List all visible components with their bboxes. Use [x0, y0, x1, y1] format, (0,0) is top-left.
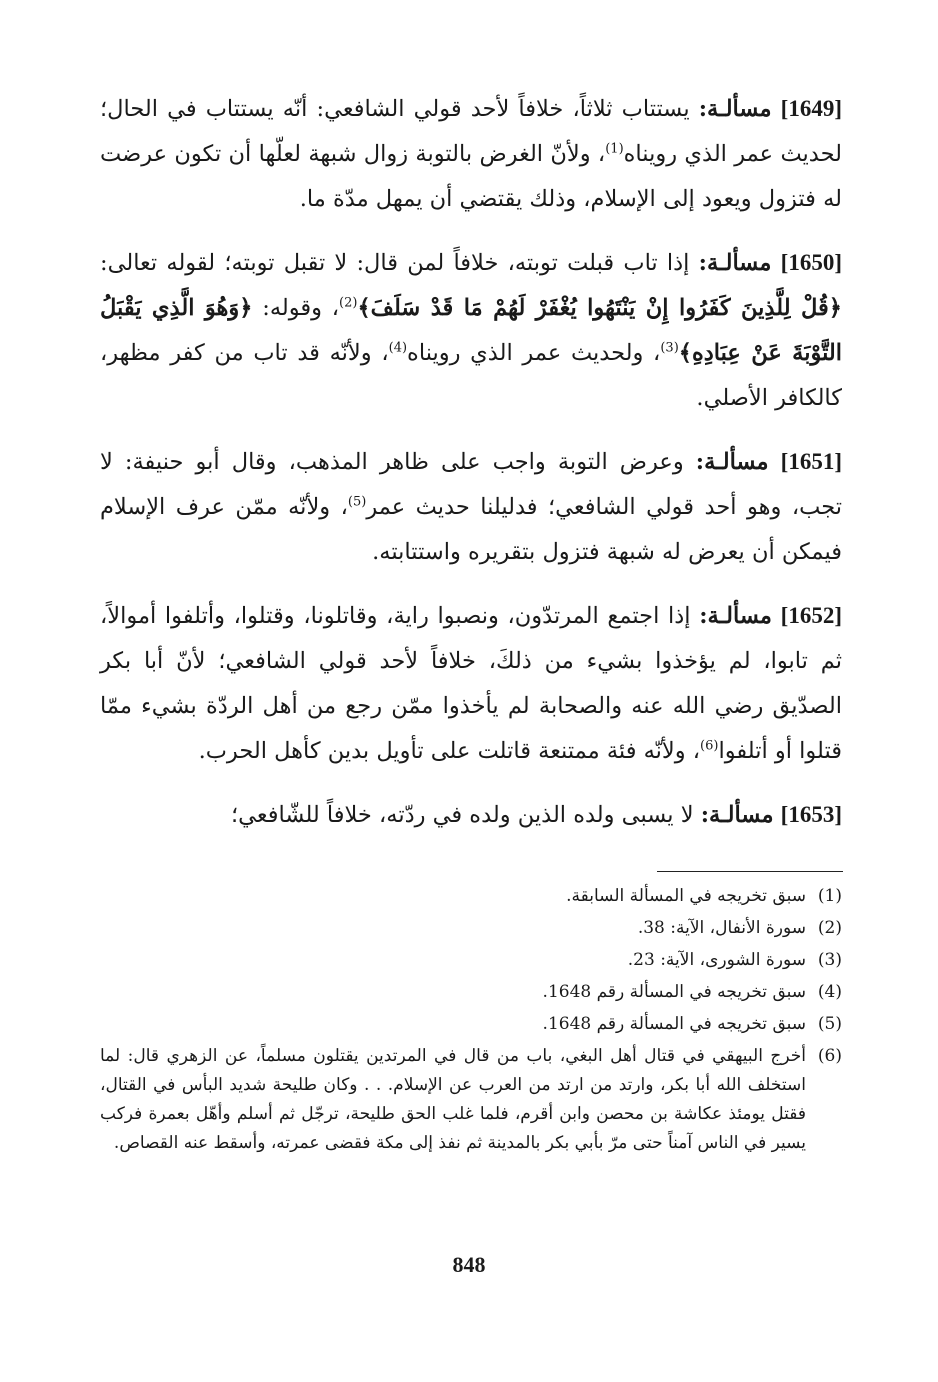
issue-text: ، ولأنّه ممّن عرف الإسلام فيمكن أن يعرض له شبهة فتزول بتقريره واستتابته.: [100, 494, 842, 565]
issue-text: ، ولحديث عمر الذي رويناه: [407, 340, 661, 366]
issue-1651: [100, 439, 842, 575]
footnotes: [100, 880, 842, 1158]
issue-number: [1653]: [780, 802, 842, 827]
footnote-number: (2): [817, 918, 842, 938]
issue-text: ، ولأنّه قد تاب من كفر مظهر، كالكافر الأصلي.: [100, 340, 842, 411]
footnote-ref: (4): [388, 340, 408, 356]
footnote-text: سبق تخريجه في المسألة رقم 1648.: [542, 1014, 806, 1034]
footnote-ref: (1): [605, 141, 624, 157]
footnote-number: (4): [817, 982, 842, 1002]
issue-keyword: مسألـة:: [695, 449, 769, 475]
footnote-text: سورة الأنفال، الآية: 38.: [637, 918, 806, 938]
footnote-item: [100, 912, 842, 944]
issue-keyword: مسألـة:: [700, 802, 774, 828]
footnote-item: [100, 1040, 842, 1158]
quran-verse: ﴿قُلْ لِلَّذِينَ كَفَرُوا إِنْ يَنْتَهُوا يُغْفَرْ لَهُمْ مَا قَدْ سَلَفَ﴾: [357, 295, 842, 321]
issue-number: [1651]: [780, 449, 843, 474]
issue-text: يستتاب ثلاثاً، خلافاً لأحد قولي الشافعي: أنّه يستتاب في الحال؛ لحديث عمر الذي رويناه: [100, 96, 842, 167]
footnote-ref: (2): [339, 295, 358, 311]
footnote-item: [100, 976, 842, 1008]
footnote-item: [100, 944, 842, 976]
footnote-text: أخرج البيهقي في قتال أهل البغي، باب من قال في المرتدين يقتلون مسلماً، عن الزهري قال: لما استخلف الله أبا بكر، وارتد من ارتد من العرب عن الإسلام. . . وكان طليحة شديد البأس في القتال، فقتل يومئذ عكاشة بن محصن وابن أقرم، فلما غلب الحق طليحة، ترجّل ثم أسلم وأهّل بعمرة فركب يسير في الناس آمناً حتى مرّ بأبي بكر بالمدينة ثم نفذ إلى مكة فقضى عمرته، وأسقط عنه القصاص.: [100, 1046, 806, 1153]
footnote-number: (6): [817, 1046, 842, 1066]
issue-number: [1650]: [780, 250, 842, 275]
issue-text: ، ولأنّ الغرض بالتوبة زوال شبهة لعلّها أن تكون عرضت له فتزول ويعود إلى الإسلام، وذلك يقتضي أن يمهل مدّة ما.: [100, 141, 842, 212]
issue-keyword: مسألـة:: [698, 96, 772, 122]
footnote-ref: (6): [700, 738, 719, 754]
quran-verse: ﴿وَهُوَ الَّذِي يَقْبَلُ التَّوْبَةَ عَنْ عِبَادِهِ﴾: [100, 295, 842, 366]
footnote-separator: [657, 871, 843, 872]
footnote-ref: (5): [347, 494, 367, 510]
issue-text: ، وقوله:: [252, 295, 340, 321]
issue-1653: [100, 792, 842, 838]
footnote-item: [100, 1008, 842, 1040]
issue-keyword: مسألـة:: [698, 250, 772, 276]
footnote-ref: (3): [660, 340, 679, 356]
page-number: 848: [452, 1252, 486, 1277]
footnote-text: سبق تخريجه في المسألة رقم 1648.: [542, 982, 806, 1002]
footnote-text: سبق تخريجه في المسألة السابقة.: [566, 886, 806, 906]
issue-text: ، ولأنّه فئة ممتنعة قاتلت على تأويل بدين كأهل الحرب.: [198, 738, 701, 764]
footnote-item: [100, 880, 842, 912]
issue-1650: [100, 240, 842, 421]
issue-text: إذا تاب قبلت توبته، خلافاً لمن قال: لا تقبل توبته؛ لقوله تعالى:: [100, 250, 699, 276]
issue-text: وعرض التوبة واجب على ظاهر المذهب، وقال أبو حنيفة: لا تجب، وهو أحد قولي الشافعي؛ فدليلنا حديث عمر: [100, 449, 842, 520]
issue-keyword: مسألـة:: [699, 603, 772, 629]
issue-number: [1649]: [780, 96, 842, 121]
issue-1652: [100, 593, 842, 774]
issue-number: [1652]: [780, 603, 842, 628]
issue-text: إذا اجتمع المرتدّون، ونصبوا راية، وقاتلونا، وقتلوا، وأتلفوا أموالاً، ثم تابوا، لم يؤخذوا بشيء من ذلكَ، خلافاً لأحد قولي الشافعي؛ لأنّ أبا بكر الصدّيق رضي الله عنه والصحابة لم يأخذوا ممّن رجع من أهل الردّة بشيء ممّا قتلوا أو أتلفوا: [100, 603, 842, 764]
main-text: [100, 86, 842, 856]
footnote-text: سورة الشورى، الآية: 23.: [627, 950, 806, 970]
footnote-number: (1): [817, 886, 842, 906]
footnote-number: (3): [817, 950, 842, 970]
issue-1649: [100, 86, 842, 222]
issue-text: لا يسبى ولده الذين ولده في ردّته، خلافاً للشّافعي؛: [231, 802, 701, 828]
footnote-number: (5): [817, 1014, 842, 1034]
